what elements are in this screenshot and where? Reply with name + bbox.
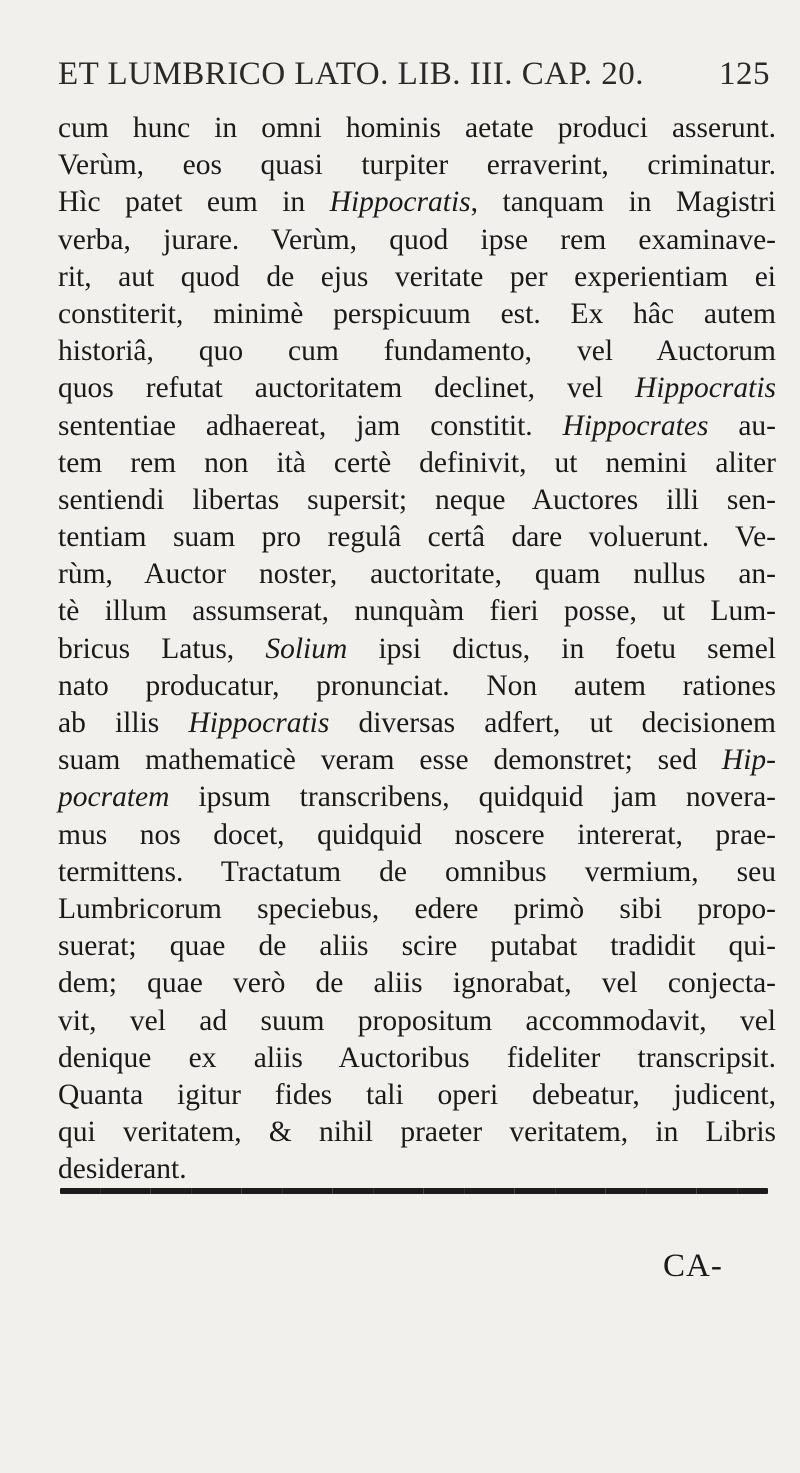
- text-line: sententiae adhaereat, jam constitit. Hippocrates au-: [58, 409, 776, 442]
- text-line: tem rem non ità certè definivit, ut nemini aliter: [58, 446, 776, 479]
- text-line: cum hunc in omni hominis aetate produci asserunt.: [58, 112, 776, 144]
- text-line: suerat; quae de aliis scire putabat tradidit qui-: [58, 930, 776, 963]
- running-head: [58, 56, 778, 93]
- text-line: verba, jurare. Verùm, quod ipse rem examinave-: [58, 223, 776, 256]
- text-line: rùm, Auctor noster, auctoritate, quam nullus an-: [58, 558, 776, 591]
- text-line: quos refutat auctoritatem declinet, vel Hippocratis: [58, 372, 776, 405]
- text-line: desiderant.: [58, 1153, 187, 1186]
- text-line: Verùm, eos quasi turpiter erraverint, criminatur.: [58, 149, 776, 182]
- text-line: tentiam suam pro regulâ certâ dare voluerunt. Ve-: [58, 521, 776, 554]
- ornamental-rule: [60, 1188, 768, 1194]
- text-line: vit, vel ad suum propositum accommodavit, vel: [58, 1004, 776, 1037]
- body-text: [58, 110, 776, 1188]
- text-line: pocratem ipsum transcribens, quidquid jam novera-: [58, 781, 776, 814]
- text-line: constiterit, minimè perspicuum est. Ex hâc autem: [58, 297, 776, 330]
- text-line: Lumbricorum speciebus, edere primò sibi propo-: [58, 892, 776, 925]
- text-line: ab illis Hippocratis diversas adfert, ut decisionem: [58, 707, 777, 739]
- text-line: tè illum assumserat, nunquàm fieri posse, ut Lum-: [58, 595, 776, 628]
- text-line: Hìc patet eum in Hippocratis, tanquam in Magistri: [58, 186, 776, 219]
- text-line: Quanta igitur fides tali operi debeatur, judicent,: [58, 1078, 776, 1111]
- text-line: mus nos docet, quidquid noscere intererat, prae-: [58, 818, 776, 851]
- text-line: dem; quae verò de aliis ignorabat, vel conjecta-: [58, 967, 776, 1000]
- text-line: qui veritatem, & nihil praeter veritatem, in Libris: [58, 1116, 776, 1149]
- text-line: denique ex aliis Auctoribus fideliter transcripsit.: [58, 1041, 776, 1074]
- text-line: sentiendi libertas supersit; neque Auctores illi sen-: [58, 483, 776, 516]
- page-number: 125: [719, 56, 770, 92]
- text-line: rit, aut quod de ejus veritate per experientiam ei: [58, 260, 776, 293]
- text-line: historiâ, quo cum fundamento, vel Auctorum: [58, 335, 776, 368]
- catchword: CA-: [663, 1248, 723, 1284]
- text-line: suam mathematicè veram esse demonstret; sed Hip-: [58, 744, 776, 777]
- running-title: ET LUMBRICO LATO. LIB. III. CAP. 20.: [58, 56, 645, 92]
- text-line: bricus Latus, Solium ipsi dictus, in foetu semel: [58, 632, 776, 665]
- text-line: termittens. Tractatum de omnibus vermium, seu: [58, 855, 776, 888]
- text-line: nato producatur, pronunciat. Non autem rationes: [58, 669, 776, 702]
